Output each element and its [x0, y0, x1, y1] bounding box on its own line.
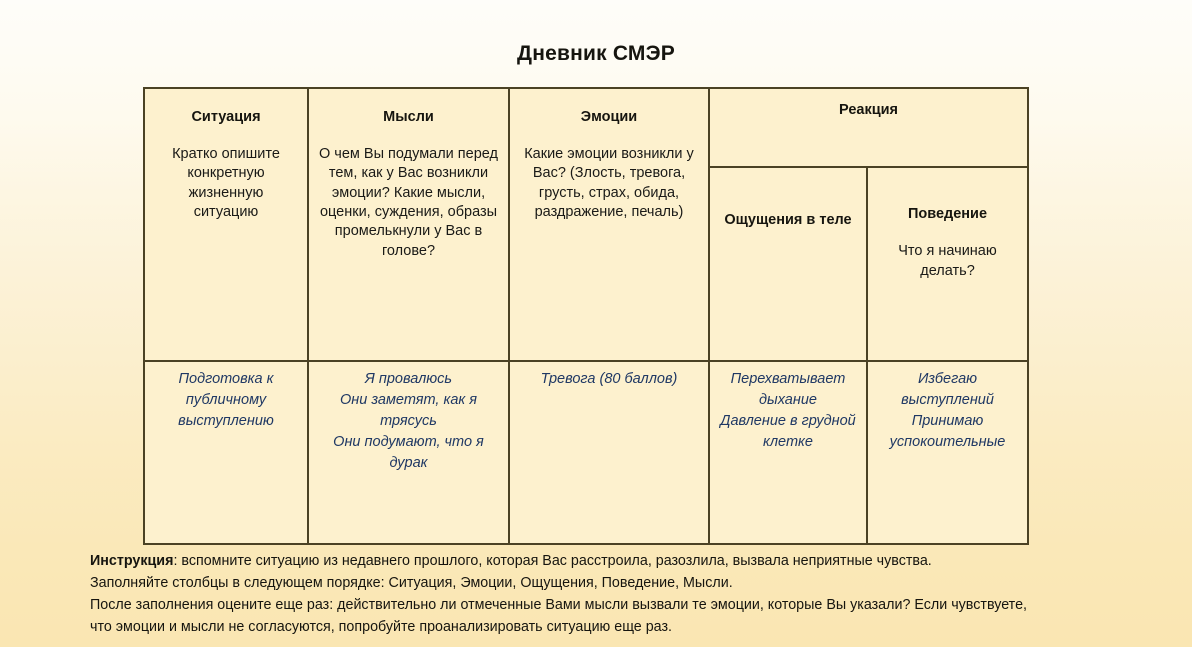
header-cell-emotions — [509, 88, 709, 361]
cell-situation[interactable] — [144, 361, 308, 544]
header-title-reaction: Реакция — [839, 102, 898, 118]
header-title-behaviour: Поведение — [907, 206, 988, 223]
header-cell-body-sensations — [709, 167, 867, 361]
header-cell-reaction — [709, 88, 1028, 167]
table-header-row-primary — [144, 88, 1028, 167]
header-description-emotions: Какие эмоции возникли у Вас? (Злость, тревога, грусть, страх, обида, раздражение, печаль) — [524, 146, 694, 220]
cell-body-sensations[interactable] — [709, 361, 867, 544]
table-row — [144, 361, 1028, 544]
value-body-sensations: Перехватывает дыхание Давление в грудной клетке — [720, 370, 856, 450]
header-description-behaviour: Что я начинаю делать? — [898, 243, 997, 279]
instruction-line-1-rest: : вспомните ситуацию из недавнего прошлого, которая Вас расстроила, разозлила, вызвала неприятные чувства. — [173, 553, 932, 569]
cell-thoughts[interactable] — [308, 361, 509, 544]
instruction-line-4: что эмоции и мысли не согласуются, попробуйте проанализировать ситуацию еще раз. — [90, 619, 672, 636]
instruction-line-2: Заполняйте столбцы в следующем порядке: Ситуация, Эмоции, Ощущения, Поведение, Мысли. — [90, 575, 733, 592]
smer-diary-table — [143, 87, 1029, 545]
header-cell-thoughts — [308, 88, 509, 361]
header-cell-situation — [144, 88, 308, 361]
header-description-situation: Кратко опишите конкретную жизненную ситуацию — [172, 146, 280, 220]
page-title: Дневник СМЭР — [517, 42, 675, 65]
instruction-line-3: После заполнения оцените еще раз: действительно ли отмеченные Вами мысли вызвали те эмоции, которые Вы указали? Если чувствуете, — [90, 597, 1027, 614]
header-cell-behaviour — [867, 167, 1028, 361]
instruction-lead-label: Инструкция — [90, 553, 174, 569]
value-situation: Подготовка к публичному выступлению — [178, 370, 274, 429]
value-behaviour: Избегаю выступлений Принимаю успокоительные — [889, 370, 1006, 450]
instructions-block — [90, 550, 1160, 639]
cell-behaviour[interactable] — [867, 361, 1028, 544]
instruction-line-1 — [90, 550, 1160, 572]
value-thoughts: Я провалюсь Они заметят, как я трясусь Они подумают, что я дурак — [333, 370, 484, 471]
cell-emotions[interactable] — [509, 361, 709, 544]
header-title-emotions: Эмоции — [580, 109, 638, 125]
header-description-thoughts: О чем Вы подумали перед тем, как у Вас возникли эмоции? Какие мысли, оценки, суждения, образы промелькнули у Вас в голове? — [319, 146, 498, 259]
value-emotions: Тревога (80 баллов) — [540, 370, 678, 387]
header-title-body-sensations: Ощущения в теле — [724, 212, 852, 229]
header-title-situation: Ситуация — [191, 109, 261, 125]
header-title-thoughts: Мысли — [383, 109, 434, 125]
